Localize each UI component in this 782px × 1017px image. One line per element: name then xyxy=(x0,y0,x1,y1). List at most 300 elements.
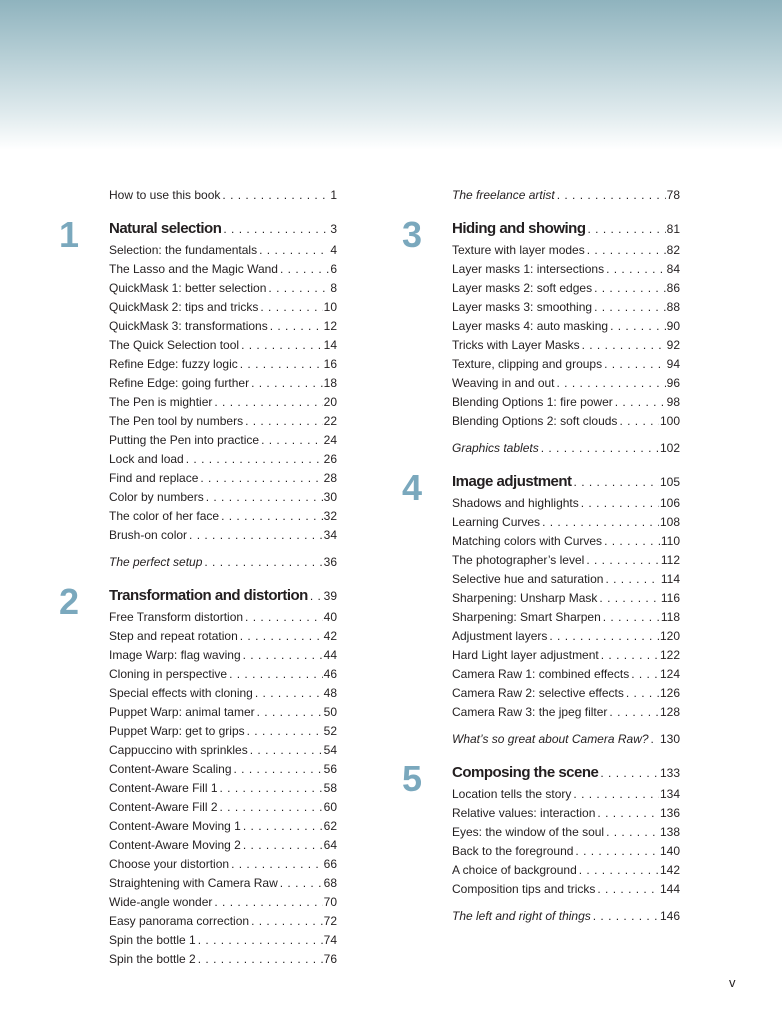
entry-page: 64 xyxy=(323,838,337,852)
entry-page: 46 xyxy=(323,667,337,681)
dot-leader xyxy=(607,703,659,722)
entry-page: 78 xyxy=(666,188,680,202)
toc-entry[interactable] xyxy=(452,589,680,608)
entry-title: Image Warp: flag waving xyxy=(109,648,241,662)
entry-page: 112 xyxy=(660,553,680,567)
toc-entry[interactable] xyxy=(109,646,337,665)
toc-right-column xyxy=(402,186,680,926)
entry-title: Blending Options 1: fire power xyxy=(452,395,613,409)
toc-entry[interactable] xyxy=(452,551,680,570)
entry-title: How to use this book xyxy=(109,188,221,202)
feature-entry[interactable] xyxy=(452,439,680,458)
entry-page: 39 xyxy=(323,589,337,603)
entry-page: 48 xyxy=(323,686,337,700)
toc-entry[interactable] xyxy=(452,684,680,703)
entry-page: 70 xyxy=(323,895,337,909)
dot-leader xyxy=(278,260,329,279)
dot-leader xyxy=(629,665,659,684)
toc-entry[interactable] xyxy=(109,798,337,817)
dot-leader xyxy=(266,279,329,298)
entry-page: 110 xyxy=(660,534,680,548)
entry-title: Content-Aware Fill 2 xyxy=(109,800,218,814)
dot-leader xyxy=(591,907,659,926)
toc-entry[interactable] xyxy=(109,298,337,317)
toc-entry[interactable] xyxy=(109,412,337,431)
entry-title: Selective hue and saturation xyxy=(452,572,604,586)
toc-entry[interactable] xyxy=(452,570,680,589)
dot-leader xyxy=(245,722,323,741)
chapter-number: 4 xyxy=(402,467,422,508)
toc-entry[interactable] xyxy=(452,532,680,551)
entry-page: 68 xyxy=(323,876,337,890)
toc-entry[interactable] xyxy=(452,298,680,317)
entry-title: The color of her face xyxy=(109,509,220,523)
chapter-heading[interactable] xyxy=(452,761,680,785)
entry-page: 106 xyxy=(659,496,680,510)
dot-leader xyxy=(555,186,666,205)
entry-title: Cappuccino with sprinkles xyxy=(109,743,248,757)
dot-leader xyxy=(212,393,322,412)
toc-entry[interactable] xyxy=(109,186,337,205)
toc-entry[interactable] xyxy=(452,880,680,899)
entry-title: Step and repeat rotation xyxy=(109,629,238,643)
dot-leader xyxy=(202,553,322,572)
entry-title: Camera Raw 3: the jpeg filter xyxy=(452,705,608,719)
toc-entry[interactable] xyxy=(109,665,337,684)
toc-entry[interactable] xyxy=(109,931,337,950)
toc-entry[interactable] xyxy=(109,450,337,469)
feature-entry[interactable] xyxy=(452,186,680,205)
toc-entry[interactable] xyxy=(109,393,337,412)
entry-title: Choose your distortion xyxy=(109,857,230,871)
entry-page: 134 xyxy=(659,787,680,801)
dot-leader xyxy=(268,317,323,336)
dot-leader xyxy=(595,880,659,899)
dot-leader xyxy=(577,861,659,880)
entry-page: 128 xyxy=(659,705,680,719)
chapter-heading[interactable] xyxy=(109,584,337,608)
entry-title: What’s so great about Camera Raw? xyxy=(452,732,649,746)
feature-entry[interactable] xyxy=(452,730,680,749)
toc-entry[interactable] xyxy=(109,893,337,912)
entry-page: 66 xyxy=(323,857,337,871)
chapter-number: 5 xyxy=(402,758,422,799)
entry-title: Back to the foreground xyxy=(452,844,574,858)
entry-title: The Lasso and the Magic Wand xyxy=(109,262,278,276)
entry-page: 100 xyxy=(659,414,680,428)
dot-leader xyxy=(604,260,666,279)
toc-left-column xyxy=(59,186,337,969)
chapter-2 xyxy=(59,581,337,969)
dot-leader xyxy=(238,627,323,646)
toc-entry[interactable] xyxy=(109,241,337,260)
entry-page: 8 xyxy=(330,281,337,295)
dot-leader xyxy=(579,494,659,513)
toc-entry[interactable] xyxy=(452,861,680,880)
toc-entry[interactable] xyxy=(452,823,680,842)
dot-leader xyxy=(196,950,323,969)
entry-title: Content-Aware Moving 1 xyxy=(109,819,241,833)
entry-page: 140 xyxy=(659,844,680,858)
entry-page: 86 xyxy=(666,281,680,295)
chapter-1 xyxy=(59,214,337,572)
dot-leader xyxy=(602,532,660,551)
entry-page: 144 xyxy=(659,882,680,896)
chapter-number: 2 xyxy=(59,581,79,622)
entry-page: 90 xyxy=(666,319,680,333)
entry-page: 62 xyxy=(323,819,337,833)
chapter-4 xyxy=(402,467,680,749)
toc-entry[interactable] xyxy=(109,627,337,646)
entry-title: Lock and load xyxy=(109,452,184,466)
entry-page: 146 xyxy=(659,909,680,923)
dot-leader xyxy=(212,893,322,912)
entry-page: 116 xyxy=(660,591,680,605)
entry-page: 40 xyxy=(323,610,337,624)
entry-title: Sharpening: Smart Sharpen xyxy=(452,610,601,624)
chapter-heading[interactable] xyxy=(109,217,337,241)
entry-page: 72 xyxy=(323,914,337,928)
entry-title: Special effects with cloning xyxy=(109,686,253,700)
dot-leader xyxy=(555,374,666,393)
entry-page: 22 xyxy=(323,414,337,428)
entry-page: 54 xyxy=(323,743,337,757)
entry-title: Texture, clipping and groups xyxy=(452,357,603,371)
dot-leader xyxy=(584,551,660,570)
toc-entry[interactable] xyxy=(452,412,680,431)
dot-leader xyxy=(221,217,329,241)
entry-page: 108 xyxy=(659,515,680,529)
chapter-5 xyxy=(402,758,680,926)
dot-leader xyxy=(257,241,329,260)
toc-entry[interactable] xyxy=(109,684,337,703)
dot-leader xyxy=(580,336,666,355)
toc-entry[interactable] xyxy=(109,260,337,279)
dot-leader xyxy=(601,608,660,627)
entry-title: Natural selection xyxy=(109,220,222,237)
entry-page: 56 xyxy=(323,762,337,776)
dot-leader xyxy=(220,186,329,205)
entry-page: 114 xyxy=(660,572,680,586)
feature-entry[interactable] xyxy=(109,553,337,572)
dot-leader xyxy=(229,855,323,874)
entry-title: Tricks with Layer Masks xyxy=(452,338,580,352)
entry-title: Hard Light layer adjustment xyxy=(452,648,599,662)
entry-title: The perfect setup xyxy=(109,555,203,569)
entry-title: Content-Aware Fill 1 xyxy=(109,781,218,795)
dot-leader xyxy=(604,823,659,842)
chapter-number: 1 xyxy=(59,214,79,255)
toc-entry[interactable] xyxy=(109,608,337,627)
entry-title: The Quick Selection tool xyxy=(109,338,240,352)
entry-page: 60 xyxy=(323,800,337,814)
dot-leader xyxy=(255,703,323,722)
toc-entry[interactable] xyxy=(109,779,337,798)
dot-leader xyxy=(232,760,323,779)
entry-page: 32 xyxy=(323,509,337,523)
dot-leader xyxy=(308,584,323,608)
entry-page: 120 xyxy=(659,629,680,643)
entry-title: Easy panorama correction xyxy=(109,914,250,928)
dot-leader xyxy=(227,665,323,684)
header-band xyxy=(0,0,782,150)
entry-page: 14 xyxy=(323,338,337,352)
toc-entry[interactable] xyxy=(452,494,680,513)
entry-page: 122 xyxy=(659,648,680,662)
entry-title: Composing the scene xyxy=(452,764,599,781)
dot-leader xyxy=(595,804,659,823)
chapter-3 xyxy=(402,214,680,458)
toc-entry[interactable] xyxy=(452,241,680,260)
dot-leader xyxy=(592,279,666,298)
entry-title: Cloning in perspective xyxy=(109,667,228,681)
entry-title: Layer masks 2: soft edges xyxy=(452,281,593,295)
toc-entry[interactable] xyxy=(452,513,680,532)
dot-leader xyxy=(571,785,659,804)
dot-leader xyxy=(624,684,659,703)
entry-title: QuickMask 1: better selection xyxy=(109,281,267,295)
toc-entry[interactable] xyxy=(452,665,680,684)
dot-leader xyxy=(540,513,659,532)
entry-title: Layer masks 1: intersections xyxy=(452,262,605,276)
entry-title: QuickMask 2: tips and tricks xyxy=(109,300,259,314)
toc-entry[interactable] xyxy=(452,646,680,665)
entry-title: Adjustment layers xyxy=(452,629,548,643)
toc-entry[interactable] xyxy=(109,279,337,298)
entry-title: Composition tips and tricks xyxy=(452,882,596,896)
dot-leader xyxy=(238,355,323,374)
entry-page: 1 xyxy=(330,188,337,202)
dot-leader xyxy=(241,817,323,836)
dot-leader xyxy=(243,608,323,627)
chapter-heading[interactable] xyxy=(452,217,680,241)
entry-page: 30 xyxy=(323,490,337,504)
entry-title: Hiding and showing xyxy=(452,220,586,237)
toc-entry[interactable] xyxy=(452,355,680,374)
entry-title: The left and right of things xyxy=(452,909,591,923)
entry-title: Image adjustment xyxy=(452,473,572,490)
entry-title: Transformation and distortion xyxy=(109,587,308,604)
dot-leader xyxy=(204,488,323,507)
entry-title: A choice of background xyxy=(452,863,577,877)
dot-leader xyxy=(608,317,666,336)
dot-leader xyxy=(613,393,666,412)
entry-title: Camera Raw 1: combined effects xyxy=(452,667,630,681)
toc-entry[interactable] xyxy=(109,703,337,722)
entry-title: Graphics tablets xyxy=(452,441,539,455)
entry-title: Straightening with Camera Raw xyxy=(109,876,278,890)
entry-page: 98 xyxy=(666,395,680,409)
entry-page: 96 xyxy=(666,376,680,390)
toc-entry[interactable] xyxy=(452,317,680,336)
entry-title: Layer masks 4: auto masking xyxy=(452,319,609,333)
toc-entry[interactable] xyxy=(109,374,337,393)
entry-page: 16 xyxy=(323,357,337,371)
entry-title: The photographer’s level xyxy=(452,553,585,567)
toc-entry[interactable] xyxy=(452,393,680,412)
toc-entry[interactable] xyxy=(109,722,337,741)
dot-leader xyxy=(258,298,322,317)
entry-page: 28 xyxy=(323,471,337,485)
dot-leader xyxy=(218,798,323,817)
entry-title: Weaving in and out xyxy=(452,376,555,390)
entry-title: Puppet Warp: get to grips xyxy=(109,724,245,738)
toc-entry[interactable] xyxy=(109,469,337,488)
dot-leader xyxy=(602,355,666,374)
entry-title: Location tells the story xyxy=(452,787,572,801)
toc-entry[interactable] xyxy=(109,874,337,893)
dot-leader xyxy=(241,836,323,855)
page-number: v xyxy=(729,975,736,990)
entry-page: 3 xyxy=(330,222,337,236)
dot-leader xyxy=(218,779,323,798)
entry-page: 34 xyxy=(323,528,337,542)
chapter-heading[interactable] xyxy=(452,470,680,494)
entry-page: 10 xyxy=(323,300,337,314)
entry-page: 105 xyxy=(659,475,680,489)
entry-page: 52 xyxy=(323,724,337,738)
dot-leader xyxy=(586,217,666,241)
entry-title: Content-Aware Moving 2 xyxy=(109,838,241,852)
toc-entry[interactable] xyxy=(452,842,680,861)
entry-page: 82 xyxy=(666,243,680,257)
entry-page: 142 xyxy=(659,863,680,877)
toc-entry[interactable] xyxy=(452,785,680,804)
dot-leader xyxy=(239,336,323,355)
entry-title: The Pen tool by numbers xyxy=(109,414,244,428)
toc-entry[interactable] xyxy=(109,760,337,779)
toc-entry[interactable] xyxy=(452,627,680,646)
entry-title: Learning Curves xyxy=(452,515,541,529)
entry-page: 124 xyxy=(659,667,680,681)
toc-entry[interactable] xyxy=(109,741,337,760)
chapter-number: 3 xyxy=(402,214,422,255)
toc-entry[interactable] xyxy=(109,317,337,336)
dot-leader xyxy=(248,741,323,760)
entry-page: 74 xyxy=(323,933,337,947)
dot-leader xyxy=(649,730,659,749)
entry-title: Content-Aware Scaling xyxy=(109,762,232,776)
toc-entry[interactable] xyxy=(109,488,337,507)
dot-leader xyxy=(259,431,323,450)
entry-page: 6 xyxy=(330,262,337,276)
entry-page: 26 xyxy=(323,452,337,466)
dot-leader xyxy=(198,469,322,488)
entry-title: Selection: the fundamentals xyxy=(109,243,258,257)
entry-title: Puppet Warp: animal tamer xyxy=(109,705,255,719)
toc-entry[interactable] xyxy=(452,374,680,393)
entry-page: 138 xyxy=(659,825,680,839)
entry-title: Brush-on color xyxy=(109,528,188,542)
entry-page: 136 xyxy=(659,806,680,820)
entry-page: 4 xyxy=(330,243,337,257)
entry-page: 12 xyxy=(323,319,337,333)
dot-leader xyxy=(617,412,659,431)
entry-title: Shadows and highlights xyxy=(452,496,579,510)
dot-leader xyxy=(592,298,666,317)
entry-title: Eyes: the window of the soul xyxy=(452,825,605,839)
toc-entry[interactable] xyxy=(109,507,337,526)
dot-leader xyxy=(573,842,659,861)
entry-title: Find and replace xyxy=(109,471,199,485)
dot-leader xyxy=(547,627,659,646)
dot-leader xyxy=(585,241,666,260)
toc-entry[interactable] xyxy=(452,804,680,823)
entry-title: The freelance artist xyxy=(452,188,555,202)
entry-title: Layer masks 3: smoothing xyxy=(452,300,593,314)
toc-entry[interactable] xyxy=(109,836,337,855)
toc-entry[interactable] xyxy=(452,608,680,627)
dot-leader xyxy=(598,761,659,785)
toc-entry[interactable] xyxy=(109,355,337,374)
toc-entry[interactable] xyxy=(109,336,337,355)
dot-leader xyxy=(539,439,659,458)
toc-entry[interactable] xyxy=(109,912,337,931)
entry-title: Spin the bottle 2 xyxy=(109,952,196,966)
toc-entry[interactable] xyxy=(109,950,337,969)
entry-page: 76 xyxy=(323,952,337,966)
dot-leader xyxy=(249,374,323,393)
dot-leader xyxy=(603,570,659,589)
toc-entry[interactable] xyxy=(109,817,337,836)
entry-page: 81 xyxy=(666,222,680,236)
entry-page: 50 xyxy=(323,705,337,719)
dot-leader xyxy=(196,931,323,950)
entry-title: Spin the bottle 1 xyxy=(109,933,196,947)
entry-title: Texture with layer modes xyxy=(452,243,585,257)
entry-page: 36 xyxy=(323,555,337,569)
dot-leader xyxy=(243,412,323,431)
entry-title: Free Transform distortion xyxy=(109,610,244,624)
entry-title: Refine Edge: fuzzy logic xyxy=(109,357,238,371)
dot-leader xyxy=(249,912,323,931)
entry-page: 102 xyxy=(659,441,680,455)
dot-leader xyxy=(219,507,323,526)
entry-page: 84 xyxy=(666,262,680,276)
dot-leader xyxy=(184,450,323,469)
entry-title: Sharpening: Unsharp Mask xyxy=(452,591,598,605)
entry-page: 44 xyxy=(323,648,337,662)
entry-title: Matching colors with Curves xyxy=(452,534,603,548)
entry-page: 18 xyxy=(323,376,337,390)
dot-leader xyxy=(241,646,323,665)
toc-entry[interactable] xyxy=(452,260,680,279)
entry-page: 20 xyxy=(323,395,337,409)
toc-entry[interactable] xyxy=(452,279,680,298)
toc-entry[interactable] xyxy=(452,336,680,355)
feature-entry[interactable] xyxy=(452,907,680,926)
entry-page: 92 xyxy=(666,338,680,352)
entry-page: 58 xyxy=(323,781,337,795)
entry-page: 94 xyxy=(666,357,680,371)
dot-leader xyxy=(278,874,323,893)
entry-title: Color by numbers xyxy=(109,490,204,504)
entry-title: Camera Raw 2: selective effects xyxy=(452,686,624,700)
dot-leader xyxy=(572,470,659,494)
toc-entry[interactable] xyxy=(109,855,337,874)
dot-leader xyxy=(187,526,323,545)
entry-title: Relative values: interaction xyxy=(452,806,596,820)
entry-title: Refine Edge: going further xyxy=(109,376,250,390)
entry-page: 130 xyxy=(659,732,680,746)
dot-leader xyxy=(597,589,659,608)
toc-entry[interactable] xyxy=(109,526,337,545)
entry-page: 88 xyxy=(666,300,680,314)
entry-page: 133 xyxy=(659,766,680,780)
entry-title: The Pen is mightier xyxy=(109,395,213,409)
toc-entry[interactable] xyxy=(452,703,680,722)
toc-entry[interactable] xyxy=(109,431,337,450)
